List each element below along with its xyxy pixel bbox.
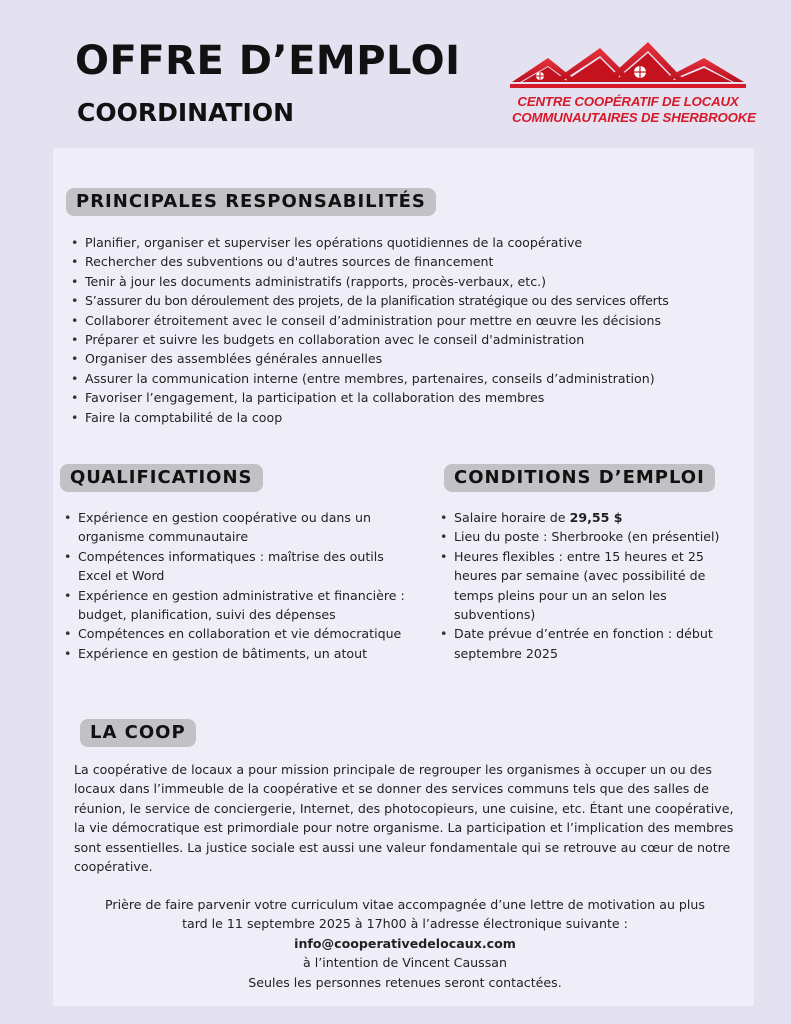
salary-value: 29,55 $ [569,510,623,525]
list-item: • Faire la comptabilité de la coop [71,408,756,427]
coop-paragraph: La coopérative de locaux a pour mission principale de regrouper les organismes à occuper un ou des locaux dans l’immeuble de la coopérative et se donner des services communs tels que des salles de réunion, le service de conciergerie, Internet, des photocopieurs, une cuisine, etc. Étant une coopérative, la vie démocratique est primordiale pour notre organisme. La participation et l’implication des membres sont essentielles. La justice sociale est aussi une valeur fondamentale qui se retrouve au cœur de notre coopérative. [74,762,734,875]
list-item: • Date prévue d’entrée en fonction : début septembre 2025 [440,624,745,663]
logo-text-line1: CENTRE COOPÉRATIF DE LOCAUX [517,94,739,109]
page-subtitle: COORDINATION [77,98,295,127]
list-item: • Lieu du poste : Sherbrooke (en présentiel) [440,527,745,546]
list-item: • Compétences en collaboration et vie démocratique [64,624,406,643]
list-item: • Organiser des assemblées générales annuelles [71,349,756,368]
house-roofs-icon [508,38,748,94]
list-item: • Tenir à jour les documents administratifs (rapports, procès-verbaux, etc.) [71,272,756,291]
application-instructions [74,895,736,992]
list-item: • Préparer et suivre les budgets en collaboration avec le conseil d'administration [71,330,756,349]
qualifications-list [64,508,406,663]
section-heading-coop: LA COOP [80,719,196,747]
section-heading-qualifications: QUALIFICATIONS [60,464,263,492]
contact-email-link[interactable]: info@cooperativedelocaux.com [294,935,516,951]
application-line1: Prière de faire parvenir votre curriculum vitae accompagnée d’une lettre de motivation au plus [105,897,705,912]
list-item: • S’assurer du bon déroulement des projets, de la planification stratégique ou des services offerts [71,291,756,310]
application-attention: à l’intention de Vincent Caussan [303,955,507,971]
application-line2: tard le 11 septembre 2025 à 17h00 à l’adresse électronique suivante : [182,916,628,932]
list-item: • Planifier, organiser et superviser les opérations quotidiennes de la coopérative [71,233,756,252]
list-item: • Heures flexibles : entre 15 heures et 25 heures par semaine (avec possibilité de temps pleins pour un an selon les subventions) [440,547,745,625]
responsabilites-list [71,233,756,427]
section-heading-responsabilites: PRINCIPALES RESPONSABILITÉS [66,188,436,216]
list-item: • Favoriser l’engagement, la participation et la collaboration des membres [71,388,756,407]
page-title: OFFRE D’EMPLOI [75,38,461,84]
salary-label: Salaire horaire de [454,510,570,525]
logo-text-line2: COMMUNAUTAIRES DE SHERBROOKE [512,110,756,125]
list-item: • Assurer la communication interne (entre membres, partenaires, conseils d’administration) [71,369,756,388]
list-item-salary [440,508,745,527]
application-note: Seules les personnes retenues seront contactées. [248,974,562,990]
list-item: • Expérience en gestion administrative et financière : budget, planification, suivi des dépenses [64,586,406,625]
conditions-list [440,508,745,663]
list-item: • Expérience en gestion coopérative ou dans un organisme communautaire [64,508,406,547]
list-item: • Expérience en gestion de bâtiments, un atout [64,644,406,663]
list-item: • Collaborer étroitement avec le conseil d’administration pour mettre en œuvre les décisions [71,311,756,330]
list-item: • Compétences informatiques : maîtrise des outils Excel et Word [64,547,406,586]
list-item: • Rechercher des subventions ou d'autres sources de financement [71,252,756,271]
section-heading-conditions: CONDITIONS D’EMPLOI [444,464,715,492]
logo [508,38,756,128]
